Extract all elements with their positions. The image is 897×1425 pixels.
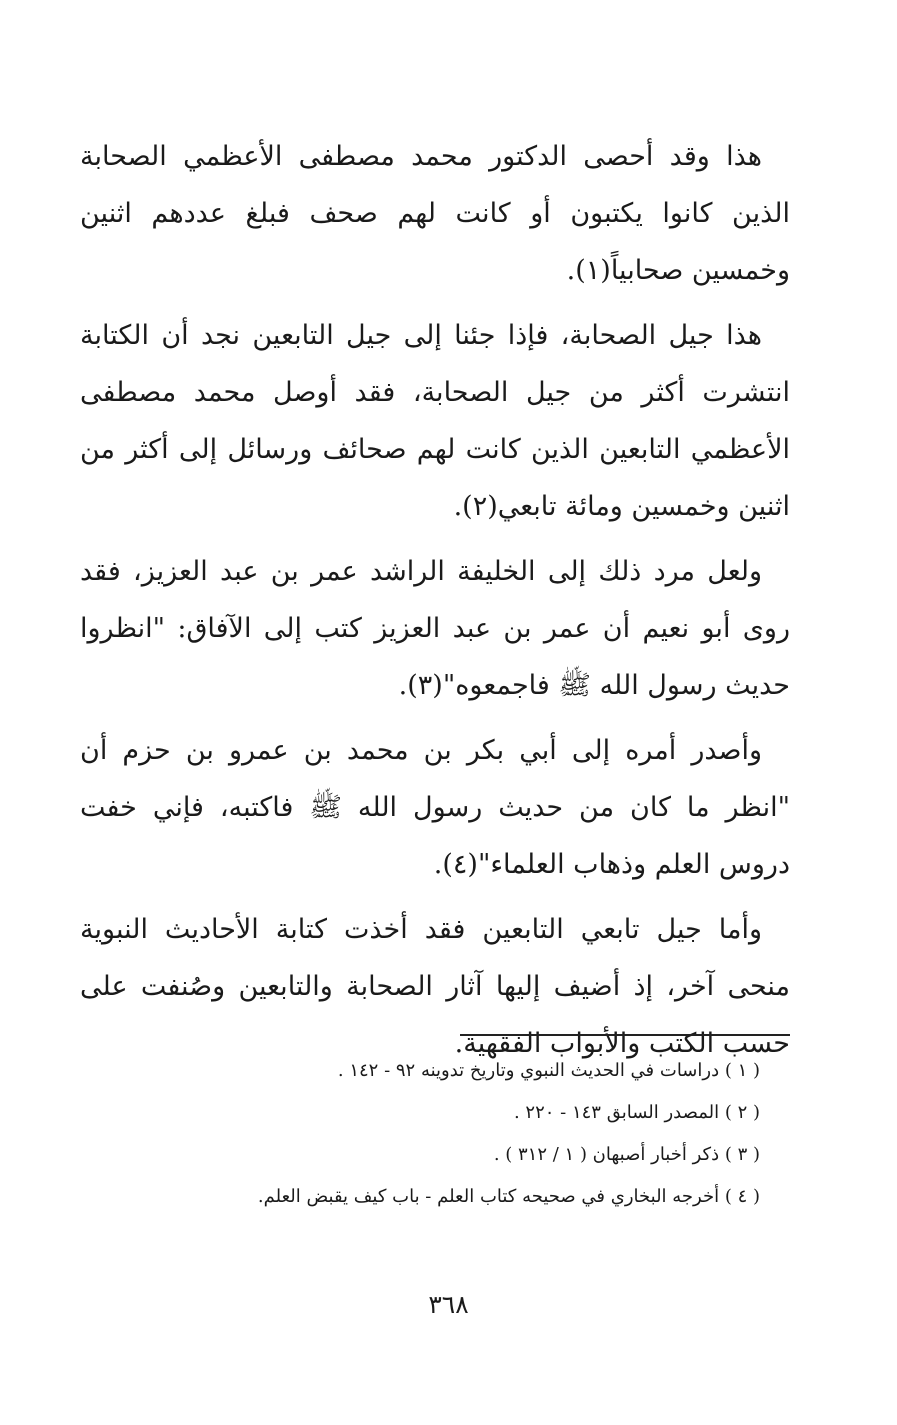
footnote-3: ( ٣ ) ذكر أخبار أصبهان ( ١ / ٣١٢ ) . — [493, 1144, 760, 1165]
paragraph-5: وأما جيل تابعي التابعين فقد أخذت كتابة الأحاديث النبوية منحى آخر، إذ أضيف إليها آثار الصحابة والتابعين وصُنفت على حسب الكتب والأبواب الفقهية. — [80, 914, 790, 1059]
paragraph-2: هذا جيل الصحابة، فإذا جئنا إلى جيل التابعين نجد أن الكتابة انتشرت أكثر من جيل الصحابة، فقد أوصل محمد مصطفى الأعظمي التابعين الذين كانت لهم صحائف ورسائل إلى أكثر من اثنين وخمسين ومائة تابعي(٢). — [80, 320, 790, 522]
paragraph-4: وأصدر أمره إلى أبي بكر بن محمد بن عمرو بن حزم أن "انظر ما كان من حديث رسول الله ﷺ فاكتبه، فإني خفت دروس العلم وذهاب العلماء"(٤). — [80, 735, 790, 880]
footnote-divider — [460, 1034, 790, 1036]
page-body — [80, 128, 790, 1080]
footnote-2: ( ٢ ) المصدر السابق ١٤٣ - ٢٢٠ . — [513, 1102, 760, 1123]
footnote-1: ( ١ ) دراسات في الحديث النبوي وتاريخ تدوينه ٩٢ - ١٤٢ . — [337, 1060, 760, 1081]
page-number: ٣٦٨ — [428, 1290, 469, 1319]
paragraph-3: ولعل مرد ذلك إلى الخليفة الراشد عمر بن عبد العزيز، فقد روى أبو نعيم أن عمر بن عبد العزيز كتب إلى الآفاق: "انظروا حديث رسول الله ﷺ فاجمعوه"(٣). — [80, 556, 790, 701]
footnote-4: ( ٤ ) أخرجه البخاري في صحيحه كتاب العلم - باب كيف يقبض العلم. — [257, 1186, 760, 1207]
main-text — [80, 128, 790, 1072]
paragraph-1: هذا وقد أحصى الدكتور محمد مصطفى الأعظمي الصحابة الذين كانوا يكتبون أو كانت لهم صحف فبلغ عددهم اثنين وخمسين صحابياً(١). — [80, 141, 790, 286]
footnotes — [120, 1050, 760, 1218]
